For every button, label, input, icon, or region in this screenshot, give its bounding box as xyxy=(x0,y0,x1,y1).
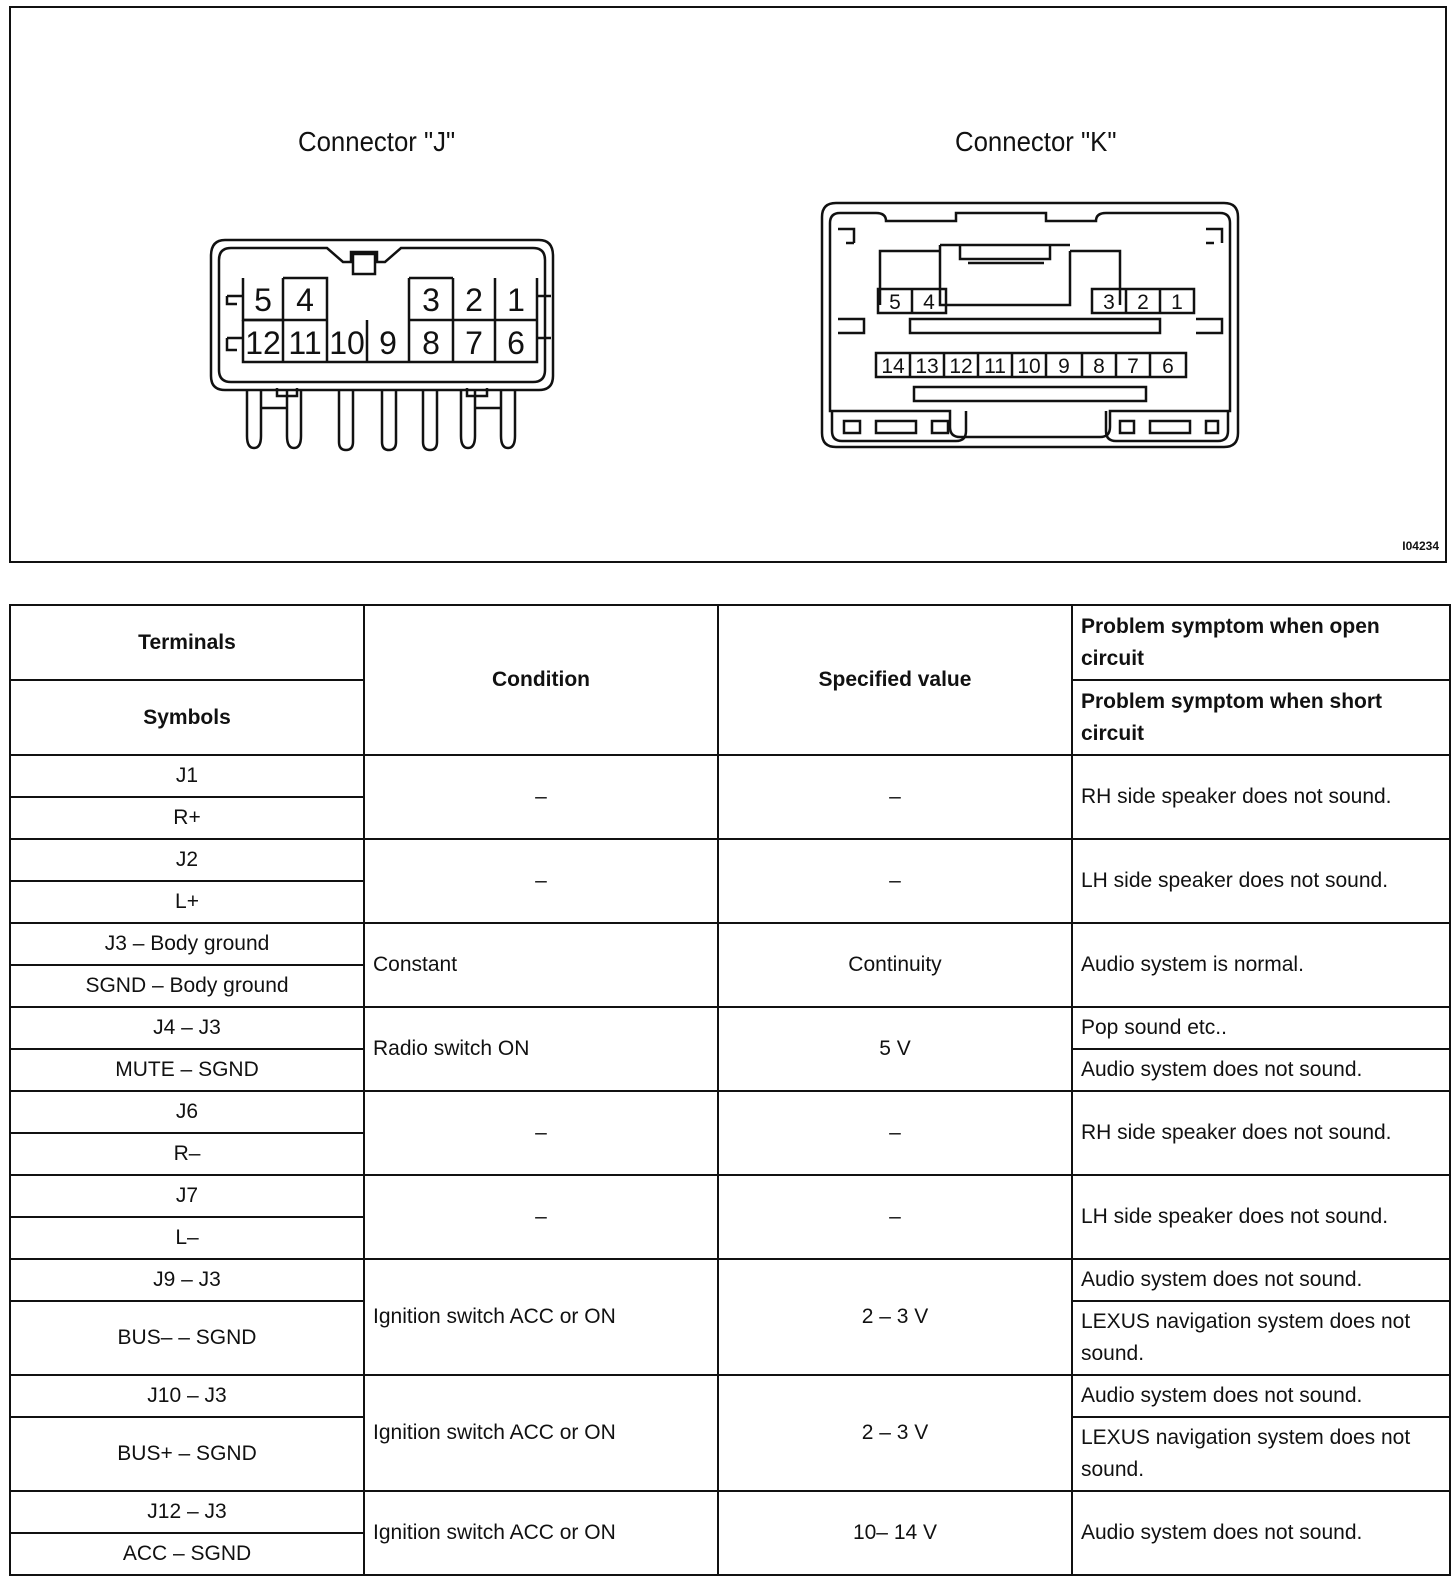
header-terminals: Terminals xyxy=(10,605,364,680)
table-row xyxy=(10,1375,1450,1417)
connector-k-pin-label: 5 xyxy=(889,291,901,314)
connector-j-pin-label: 2 xyxy=(465,282,483,318)
header-symbols: Symbols xyxy=(10,680,364,755)
connector-k-pin-label: 4 xyxy=(923,291,935,314)
symptom-cell: LH side speaker does not sound. xyxy=(1072,839,1450,923)
table-row xyxy=(10,923,1450,965)
terminal-cell: J7 xyxy=(10,1175,364,1217)
symptom-cell: RH side speaker does not sound. xyxy=(1072,755,1450,839)
symbol-cell: BUS– – SGND xyxy=(10,1301,364,1375)
condition-cell: – xyxy=(364,1175,718,1259)
terminal-spec-table xyxy=(9,604,1451,1576)
header-open-circuit: Problem symptom when open circuit xyxy=(1072,605,1450,680)
connector-j-pin-label: 1 xyxy=(507,282,525,318)
symptom-open-cell: Pop sound etc.. xyxy=(1072,1007,1450,1049)
symbol-cell: R– xyxy=(10,1133,364,1175)
connector-j-pin-label: 4 xyxy=(296,282,314,318)
value-cell: – xyxy=(718,1091,1072,1175)
connector-j-pin-label: 11 xyxy=(288,325,322,361)
condition-cell: Ignition switch ACC or ON xyxy=(364,1491,718,1575)
table-row xyxy=(10,755,1450,797)
connector-k-pin-label: 2 xyxy=(1137,291,1149,314)
value-cell: – xyxy=(718,839,1072,923)
connector-k-pin-label: 11 xyxy=(984,355,1006,378)
symptom-cell: RH side speaker does not sound. xyxy=(1072,1091,1450,1175)
connector-j-pin-label: 9 xyxy=(379,325,397,361)
condition-cell: Constant xyxy=(364,923,718,1007)
symptom-short-cell: LEXUS navigation system does not sound. xyxy=(1072,1417,1450,1491)
symbol-cell: R+ xyxy=(10,797,364,839)
connector-j-pin-label: 7 xyxy=(465,325,483,361)
connector-k-pin-label: 1 xyxy=(1171,291,1183,314)
symbol-cell: L– xyxy=(10,1217,364,1259)
header-short-circuit: Problem symptom when short circuit xyxy=(1072,680,1450,755)
connector-k-pin-label: 8 xyxy=(1093,355,1105,378)
value-cell: – xyxy=(718,1175,1072,1259)
connector-k-pin-label: 3 xyxy=(1103,291,1115,314)
symptom-open-cell: Audio system does not sound. xyxy=(1072,1375,1450,1417)
connector-j-title: Connector "J" xyxy=(298,126,456,157)
table-row xyxy=(10,1491,1450,1533)
condition-cell: Radio switch ON xyxy=(364,1007,718,1091)
connector-k-diagram xyxy=(820,201,1240,451)
connector-j-pin-label: 12 xyxy=(245,325,281,361)
connector-k-pin-label: 14 xyxy=(881,355,905,378)
symbol-cell: L+ xyxy=(10,881,364,923)
connector-figure xyxy=(9,6,1447,563)
symbol-cell: MUTE – SGND xyxy=(10,1049,364,1091)
connector-k-pin-label: 6 xyxy=(1162,355,1174,378)
symptom-open-cell: Audio system does not sound. xyxy=(1072,1259,1450,1301)
connector-j-pin-label: 10 xyxy=(329,325,365,361)
condition-cell: – xyxy=(364,755,718,839)
symptom-short-cell: Audio system does not sound. xyxy=(1072,1049,1450,1091)
terminal-cell: J12 – J3 xyxy=(10,1491,364,1533)
condition-cell: – xyxy=(364,1091,718,1175)
terminal-cell: J10 – J3 xyxy=(10,1375,364,1417)
terminal-cell: J9 – J3 xyxy=(10,1259,364,1301)
table-row xyxy=(10,1175,1450,1217)
condition-cell: Ignition switch ACC or ON xyxy=(364,1259,718,1375)
symbol-cell: ACC – SGND xyxy=(10,1533,364,1575)
symptom-cell: LH side speaker does not sound. xyxy=(1072,1175,1450,1259)
connector-j-pin-label: 3 xyxy=(422,282,440,318)
connector-k-pin-label: 12 xyxy=(949,355,973,378)
condition-cell: Ignition switch ACC or ON xyxy=(364,1375,718,1491)
terminal-cell: J4 – J3 xyxy=(10,1007,364,1049)
terminal-cell: J2 xyxy=(10,839,364,881)
value-cell: 5 V xyxy=(718,1007,1072,1091)
connector-k-pin-label: 9 xyxy=(1058,355,1070,378)
figure-id: I04234 xyxy=(1402,539,1439,553)
header-condition: Condition xyxy=(364,605,718,755)
condition-cell: – xyxy=(364,839,718,923)
table-row xyxy=(10,839,1450,881)
terminal-cell: J6 xyxy=(10,1091,364,1133)
table-row xyxy=(10,1007,1450,1049)
table-row xyxy=(10,1091,1450,1133)
value-cell: 2 – 3 V xyxy=(718,1259,1072,1375)
value-cell: – xyxy=(718,755,1072,839)
value-cell: Continuity xyxy=(718,923,1072,1007)
connector-k-pin-label: 7 xyxy=(1127,355,1139,378)
connector-j-diagram xyxy=(207,238,557,453)
value-cell: 10– 14 V xyxy=(718,1491,1072,1575)
terminal-cell: J3 – Body ground xyxy=(10,923,364,965)
table-row xyxy=(10,1259,1450,1301)
connector-k-pin-label: 13 xyxy=(915,355,939,378)
header-specified-value: Specified value xyxy=(718,605,1072,755)
value-cell: 2 – 3 V xyxy=(718,1375,1072,1491)
connector-j-pin-label: 6 xyxy=(507,325,525,361)
connector-k-pin-label: 10 xyxy=(1017,355,1041,378)
symptom-cell: Audio system does not sound. xyxy=(1072,1491,1450,1575)
symptom-cell: Audio system is normal. xyxy=(1072,923,1450,1007)
symptom-short-cell: LEXUS navigation system does not sound. xyxy=(1072,1301,1450,1375)
connector-k-title: Connector "K" xyxy=(955,126,1117,157)
connector-j-pin-label: 8 xyxy=(422,325,440,361)
symbol-cell: BUS+ – SGND xyxy=(10,1417,364,1491)
terminal-cell: J1 xyxy=(10,755,364,797)
connector-j-pin-label: 5 xyxy=(254,282,272,318)
symbol-cell: SGND – Body ground xyxy=(10,965,364,1007)
